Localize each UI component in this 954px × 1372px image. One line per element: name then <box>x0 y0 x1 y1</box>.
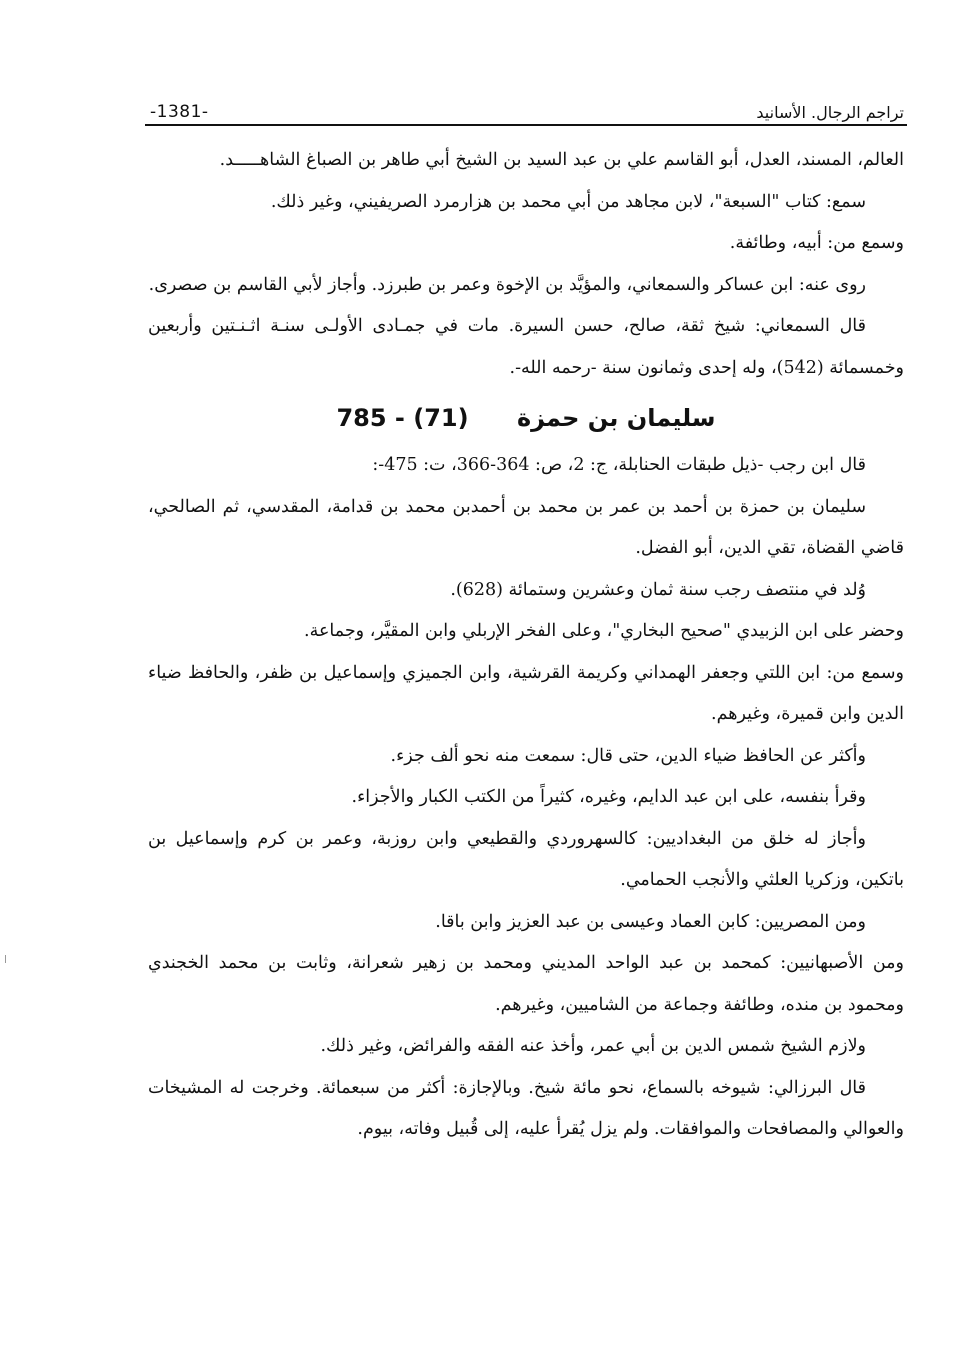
running-title: تراجم الرجال. الأسانيد <box>756 103 904 122</box>
page-number: -1381- <box>150 102 209 122</box>
paragraph: العالم، المسند، العدل، أبو القاسم علي بن عبد السيد بن الشيخ أبي طاهر بن الصباغ الشاهـــــد. <box>219 150 904 170</box>
paragraph: ومن الأصبهانيين: كمحمد بن عبد الواحد المديني ومحمد بن زهير شعرانة، وثابت بن محمد الخجندي ومحمود بن منده، وطائفة وجماعة من الشاميين، وغيرهم. <box>148 953 904 1015</box>
paragraph: وُلد في منتصف رجب سنة ثمان وعشرين وستمائة (628). <box>450 579 866 600</box>
paragraph: وأجاز له خلق من البغداديين: كالسهروردي والقطيعي وابن روزبة، وعمر بن كرم وإسماعيل بن باتكين، وزكريا العلثي والأنجب الحمامي. <box>148 828 904 890</box>
entry-name: سليمان بن حمزة <box>516 404 716 432</box>
paragraph: سليمان بن حمزة بن أحمد بن عمر بن محمد بن أحمدبن محمد بن قدامة، المقدسي، ثم الصالحي، قاضي القضاة، تقي الدين، أبو الفضل. <box>148 496 904 558</box>
entry-number: 785 - (71) <box>336 404 469 432</box>
paragraph: قال البرزالي: شيوخه بالسماع، نحو مائة شيخ. وبالإجازة: أكثر من سبعمائة. وخرجت له المشيخات والعوالي والمصافحات والموافقات. ولم يزل يُقرأ عليه، إلى قُبيل وفاته، بيوم. <box>148 1077 904 1139</box>
paragraph: ومن المصريين: كابن العماد وعيسى بن عبد العزيز وابن باقا. <box>435 911 866 932</box>
entry-heading <box>148 393 904 443</box>
paragraph: وسمع من: ابن اللتي وجعفر الهمداني وكريمة القرشية، وابن الجميزي وإسماعيل بن ظفر، والحافظ ضياء الدين وابن قميرة، وغيرهم. <box>148 662 904 724</box>
paragraph: روى عنه: ابن عساكر والسمعاني، والمؤيَّد بن الإخوة وعمر بن طبرزد. وأجاز لأبي القاسم بن صصرى. <box>148 274 866 295</box>
paragraph: وحضر على ابن الزبيدي "صحيح البخاري"، وعلى الفخر الإربلي وابن المقيَّر، وجماعة. <box>304 621 904 641</box>
scan-margin-mark <box>5 955 6 963</box>
paragraph: قال السمعاني: شيخ ثقة، صالح، حسن السيرة. مات في جمـادى الأولـى سنـة اثـنـتين وأربعين وخمسمائة (542)، وله إحدى وثمانون سنة -رحمه الله-. <box>148 316 904 378</box>
body-text <box>148 140 904 1151</box>
paragraph: قال ابن رجب -ذيل طبقات الحنابلة، ج: 2، ص: 364-366، ت: 475-: <box>372 455 866 475</box>
paragraph: وقرأ بنفسه، على ابن عبد الدايم، وغيره، كثيراً من الكتب الكبار والأجزاء. <box>351 787 866 807</box>
header-rule <box>145 124 907 126</box>
paragraph: وأكثر عن الحافظ ضياء الدين، حتى قال: سمعت منه نحو ألف جزء. <box>390 745 866 766</box>
paragraph: وسمع من: أبيه، وطائفة. <box>729 233 904 253</box>
paragraph: ولازم الشيخ شمس الدين بن أبي عمر، وأخذ عنه الفقه والفرائض، وغير ذلك. <box>320 1036 866 1056</box>
paragraph: سمع: كتاب "السبعة"، لابن مجاهد من أبي محمد بن هزارمرد الصريفيني، وغير ذلك. <box>270 191 866 212</box>
page-header <box>150 88 904 122</box>
